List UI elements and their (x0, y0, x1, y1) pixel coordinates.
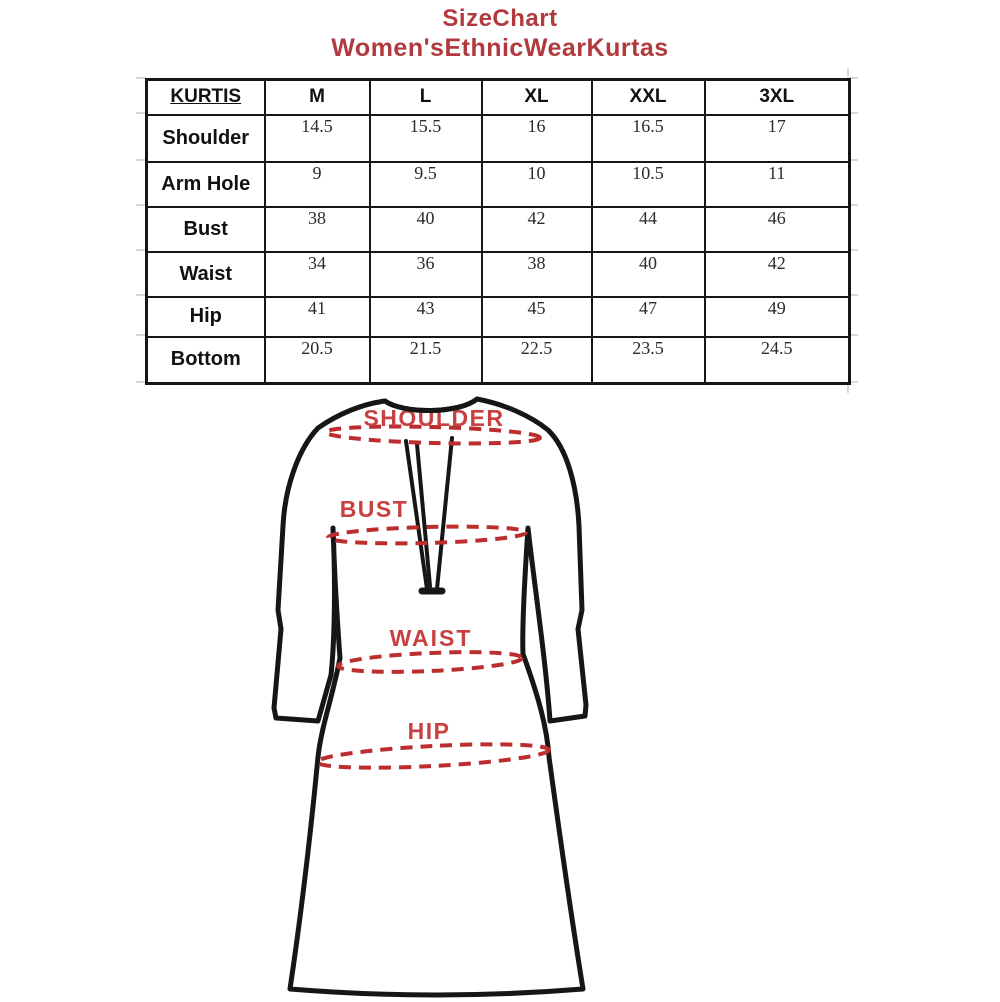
table-cell: 15.5 (370, 115, 482, 162)
table-row-armhole (147, 162, 850, 207)
table-cell: 42 (482, 207, 592, 252)
col-header-xl: XL (482, 80, 592, 115)
table-cell: 20.5 (265, 337, 370, 384)
table-cell: 16 (482, 115, 592, 162)
row-label: Arm Hole (147, 162, 265, 207)
table-cell: 49 (705, 297, 850, 337)
table-cell: 40 (370, 207, 482, 252)
page-title: SizeChart (442, 5, 558, 32)
waist-label: WAIST (389, 625, 473, 651)
table-cell: 23.5 (592, 337, 705, 384)
table-cell: 44 (592, 207, 705, 252)
table-cell: 45 (482, 297, 592, 337)
table-cell: 24.5 (705, 337, 850, 384)
table-row-shoulder (147, 115, 850, 162)
table-cell: 21.5 (370, 337, 482, 384)
table-cell: 42 (705, 252, 850, 297)
table-cell: 11 (705, 162, 850, 207)
table-cell: 16.5 (592, 115, 705, 162)
bust-label: BUST (339, 496, 409, 522)
table-cell: 9 (265, 162, 370, 207)
size-table (145, 78, 851, 385)
table-cell: 10 (482, 162, 592, 207)
table-cell: 22.5 (482, 337, 592, 384)
table-row-waist (147, 252, 850, 297)
col-header-xxl: XXL (592, 80, 705, 115)
table-row-bust (147, 207, 850, 252)
table-cell: 38 (265, 207, 370, 252)
table-cell: 17 (705, 115, 850, 162)
table-row-hip (147, 297, 850, 337)
row-label: Hip (147, 297, 265, 337)
table-cell: 43 (370, 297, 482, 337)
table-cell: 40 (592, 252, 705, 297)
table-cell: 41 (265, 297, 370, 337)
table-cell: 9.5 (370, 162, 482, 207)
page-subtitle: Women'sEthnicWearKurtas (331, 34, 669, 62)
table-row-bottom (147, 337, 850, 384)
kurta-diagram (230, 388, 650, 1002)
hip-label: HIP (407, 718, 451, 744)
table-cell: 36 (370, 252, 482, 297)
table-cell: 38 (482, 252, 592, 297)
table-cell: 10.5 (592, 162, 705, 207)
table-cell: 14.5 (265, 115, 370, 162)
shoulder-label: SHOULDER (363, 405, 505, 431)
table-cell: 34 (265, 252, 370, 297)
col-header-m: M (265, 80, 370, 115)
col-header-kurtis: KURTIS (147, 80, 265, 115)
table-cell: 47 (592, 297, 705, 337)
header-row (147, 80, 850, 115)
row-label: Waist (147, 252, 265, 297)
row-label: Bust (147, 207, 265, 252)
col-header-3xl: 3XL (705, 80, 850, 115)
kurta-outline (274, 399, 586, 995)
title-block (0, 4, 1000, 62)
row-label: Shoulder (147, 115, 265, 162)
row-label: Bottom (147, 337, 265, 384)
table-cell: 46 (705, 207, 850, 252)
col-header-l: L (370, 80, 482, 115)
